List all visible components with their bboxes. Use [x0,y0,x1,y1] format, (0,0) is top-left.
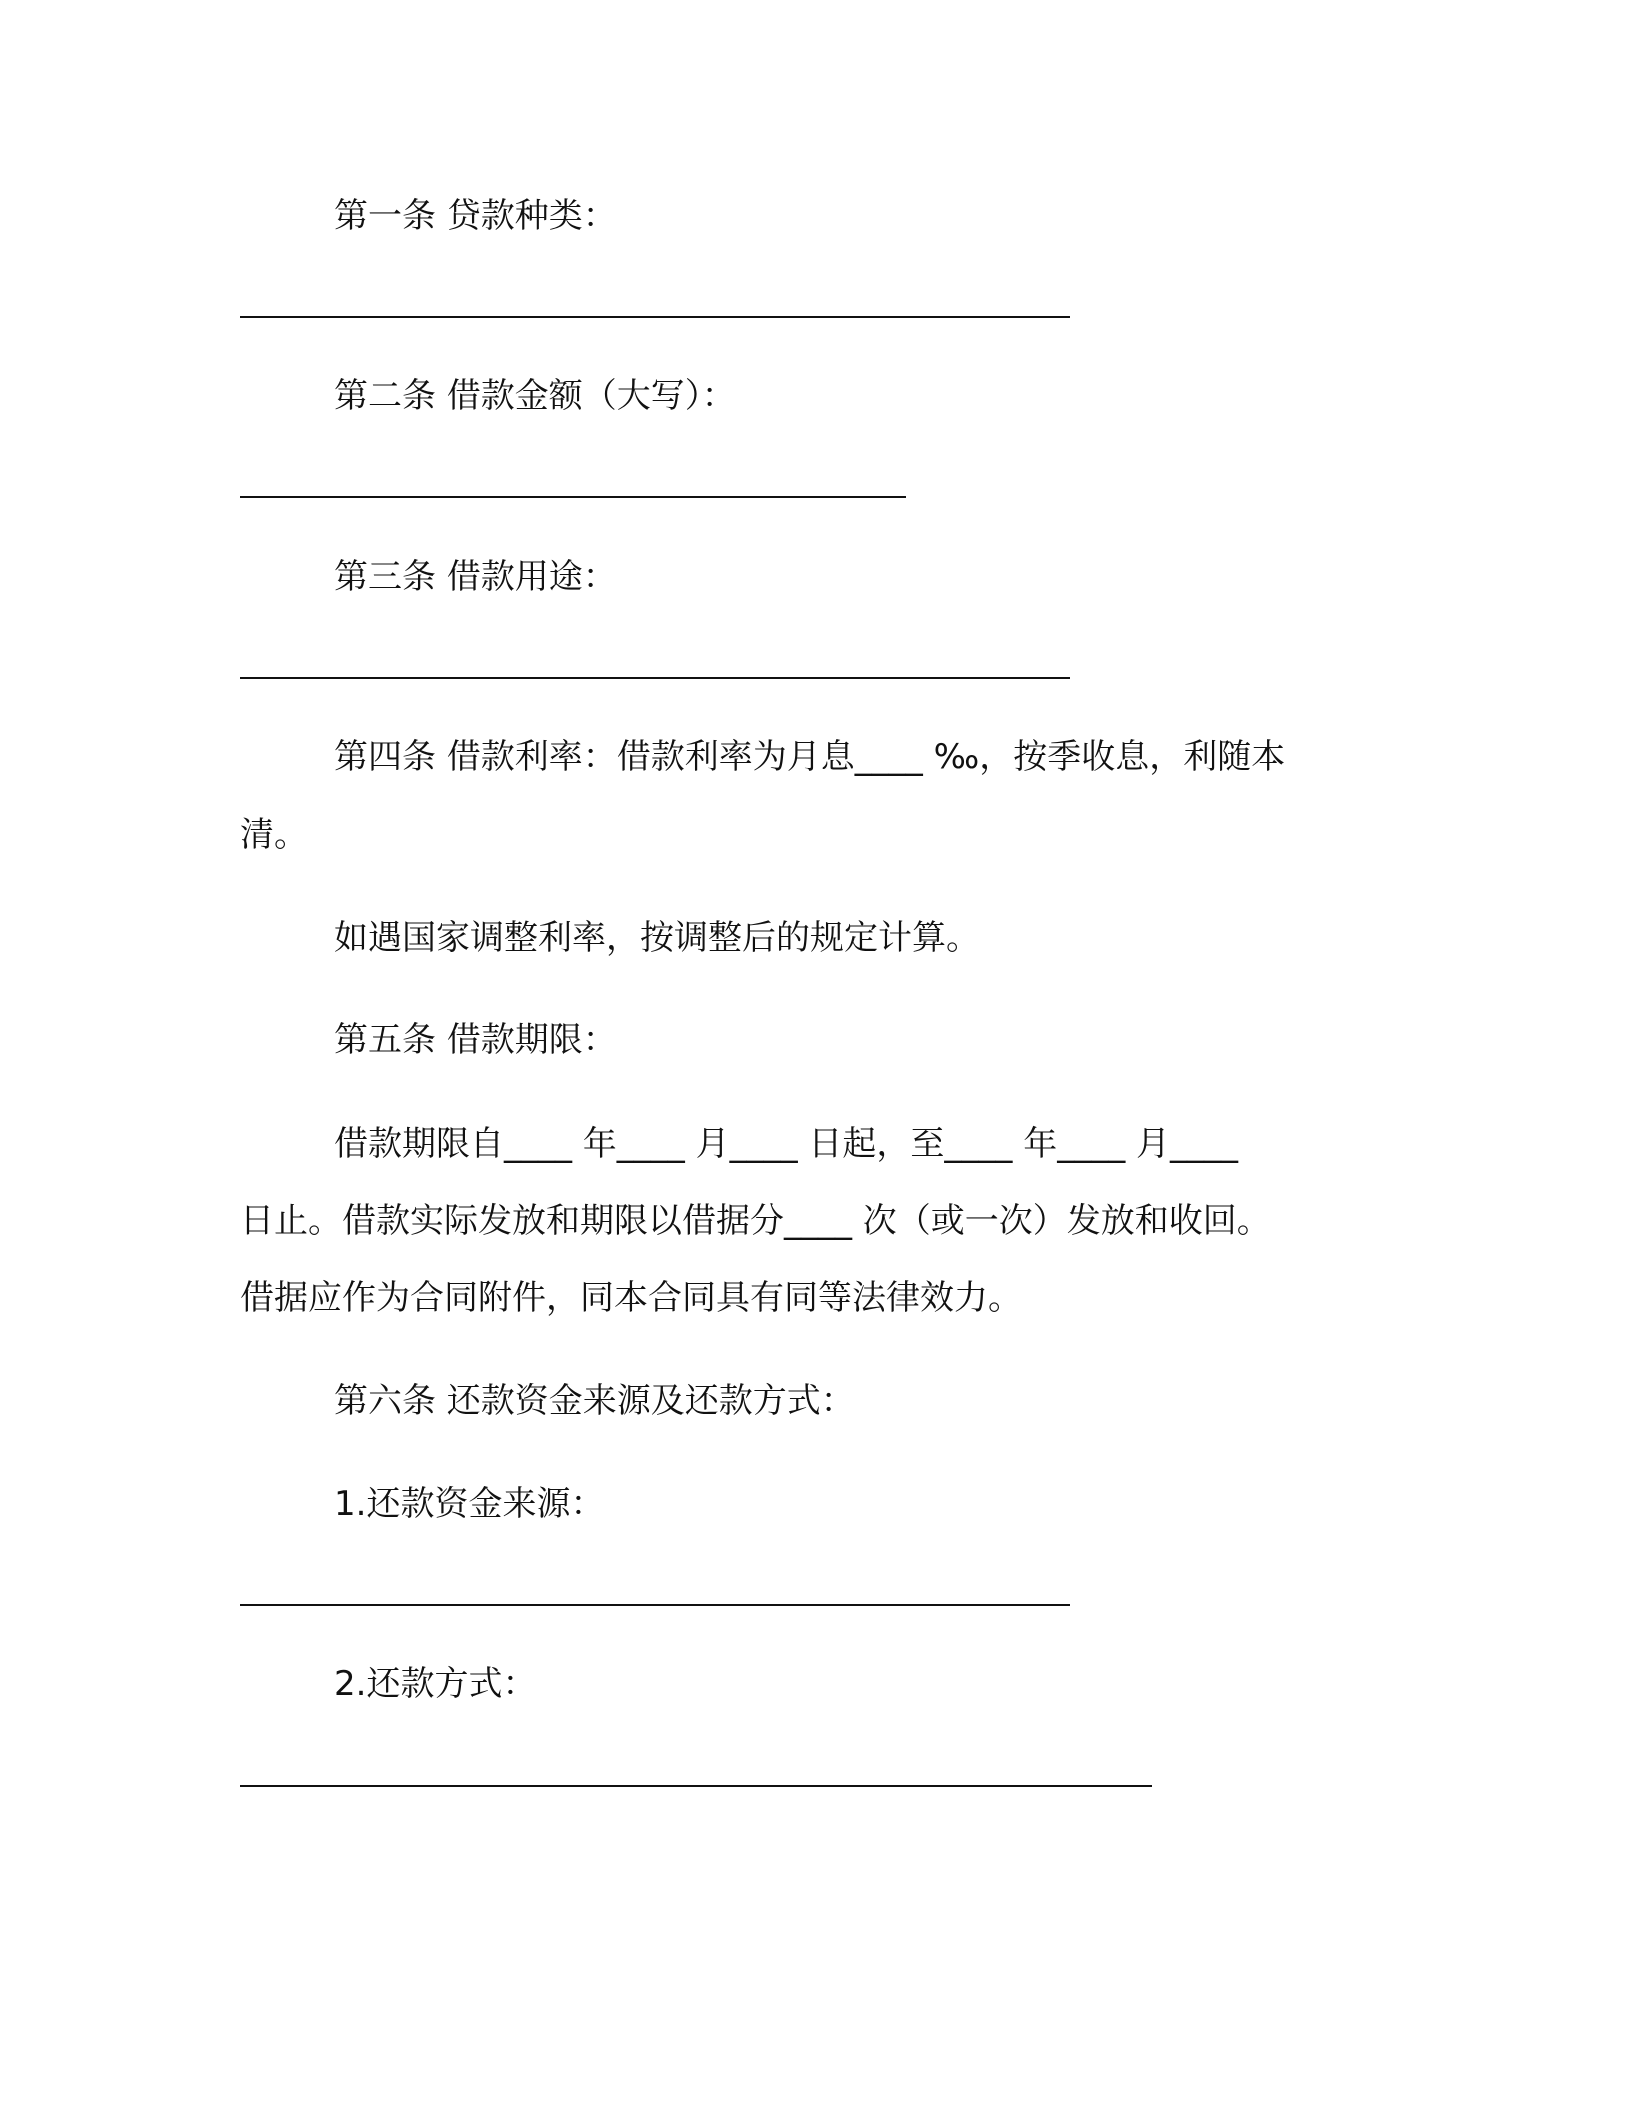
loan-term-text: 借款期限自____ 年____ 月____ 日起，至____ 年____ 月____ [334,1124,1239,1164]
article-3-heading: 第三条 借款用途： [334,557,617,597]
article-3-blank-line [240,677,1070,679]
article-2-blank-line [240,496,906,498]
article-6-heading: 第六条 还款资金来源及还款方式： [334,1381,855,1421]
receipt-attachment-text: 借据应作为合同附件，同本合同具有同等法律效力。 [240,1278,1022,1318]
loan-term-text-continued: 日止。借款实际发放和期限以借据分____ 次（或一次）发放和收回。 [240,1201,1271,1241]
rate-adjustment-text: 如遇国家调整利率，按调整后的规定计算。 [334,918,980,958]
article-5-heading: 第五条 借款期限： [334,1020,617,1060]
article-4-text: 第四条 借款利率：借款利率为月息____ ‰，按季收息，利随本 [334,737,1286,777]
repayment-source-label: 1.还款资金来源： [334,1484,605,1524]
article-1-blank-line [240,316,1070,318]
repayment-method-label: 2.还款方式： [334,1664,537,1704]
repayment-method-blank-line [240,1785,1152,1787]
repayment-source-blank-line [240,1604,1070,1606]
article-1-heading: 第一条 贷款种类： [334,196,617,236]
article-4-text-continued: 清。 [240,815,308,855]
article-2-heading: 第二条 借款金额（大写）： [334,376,736,416]
